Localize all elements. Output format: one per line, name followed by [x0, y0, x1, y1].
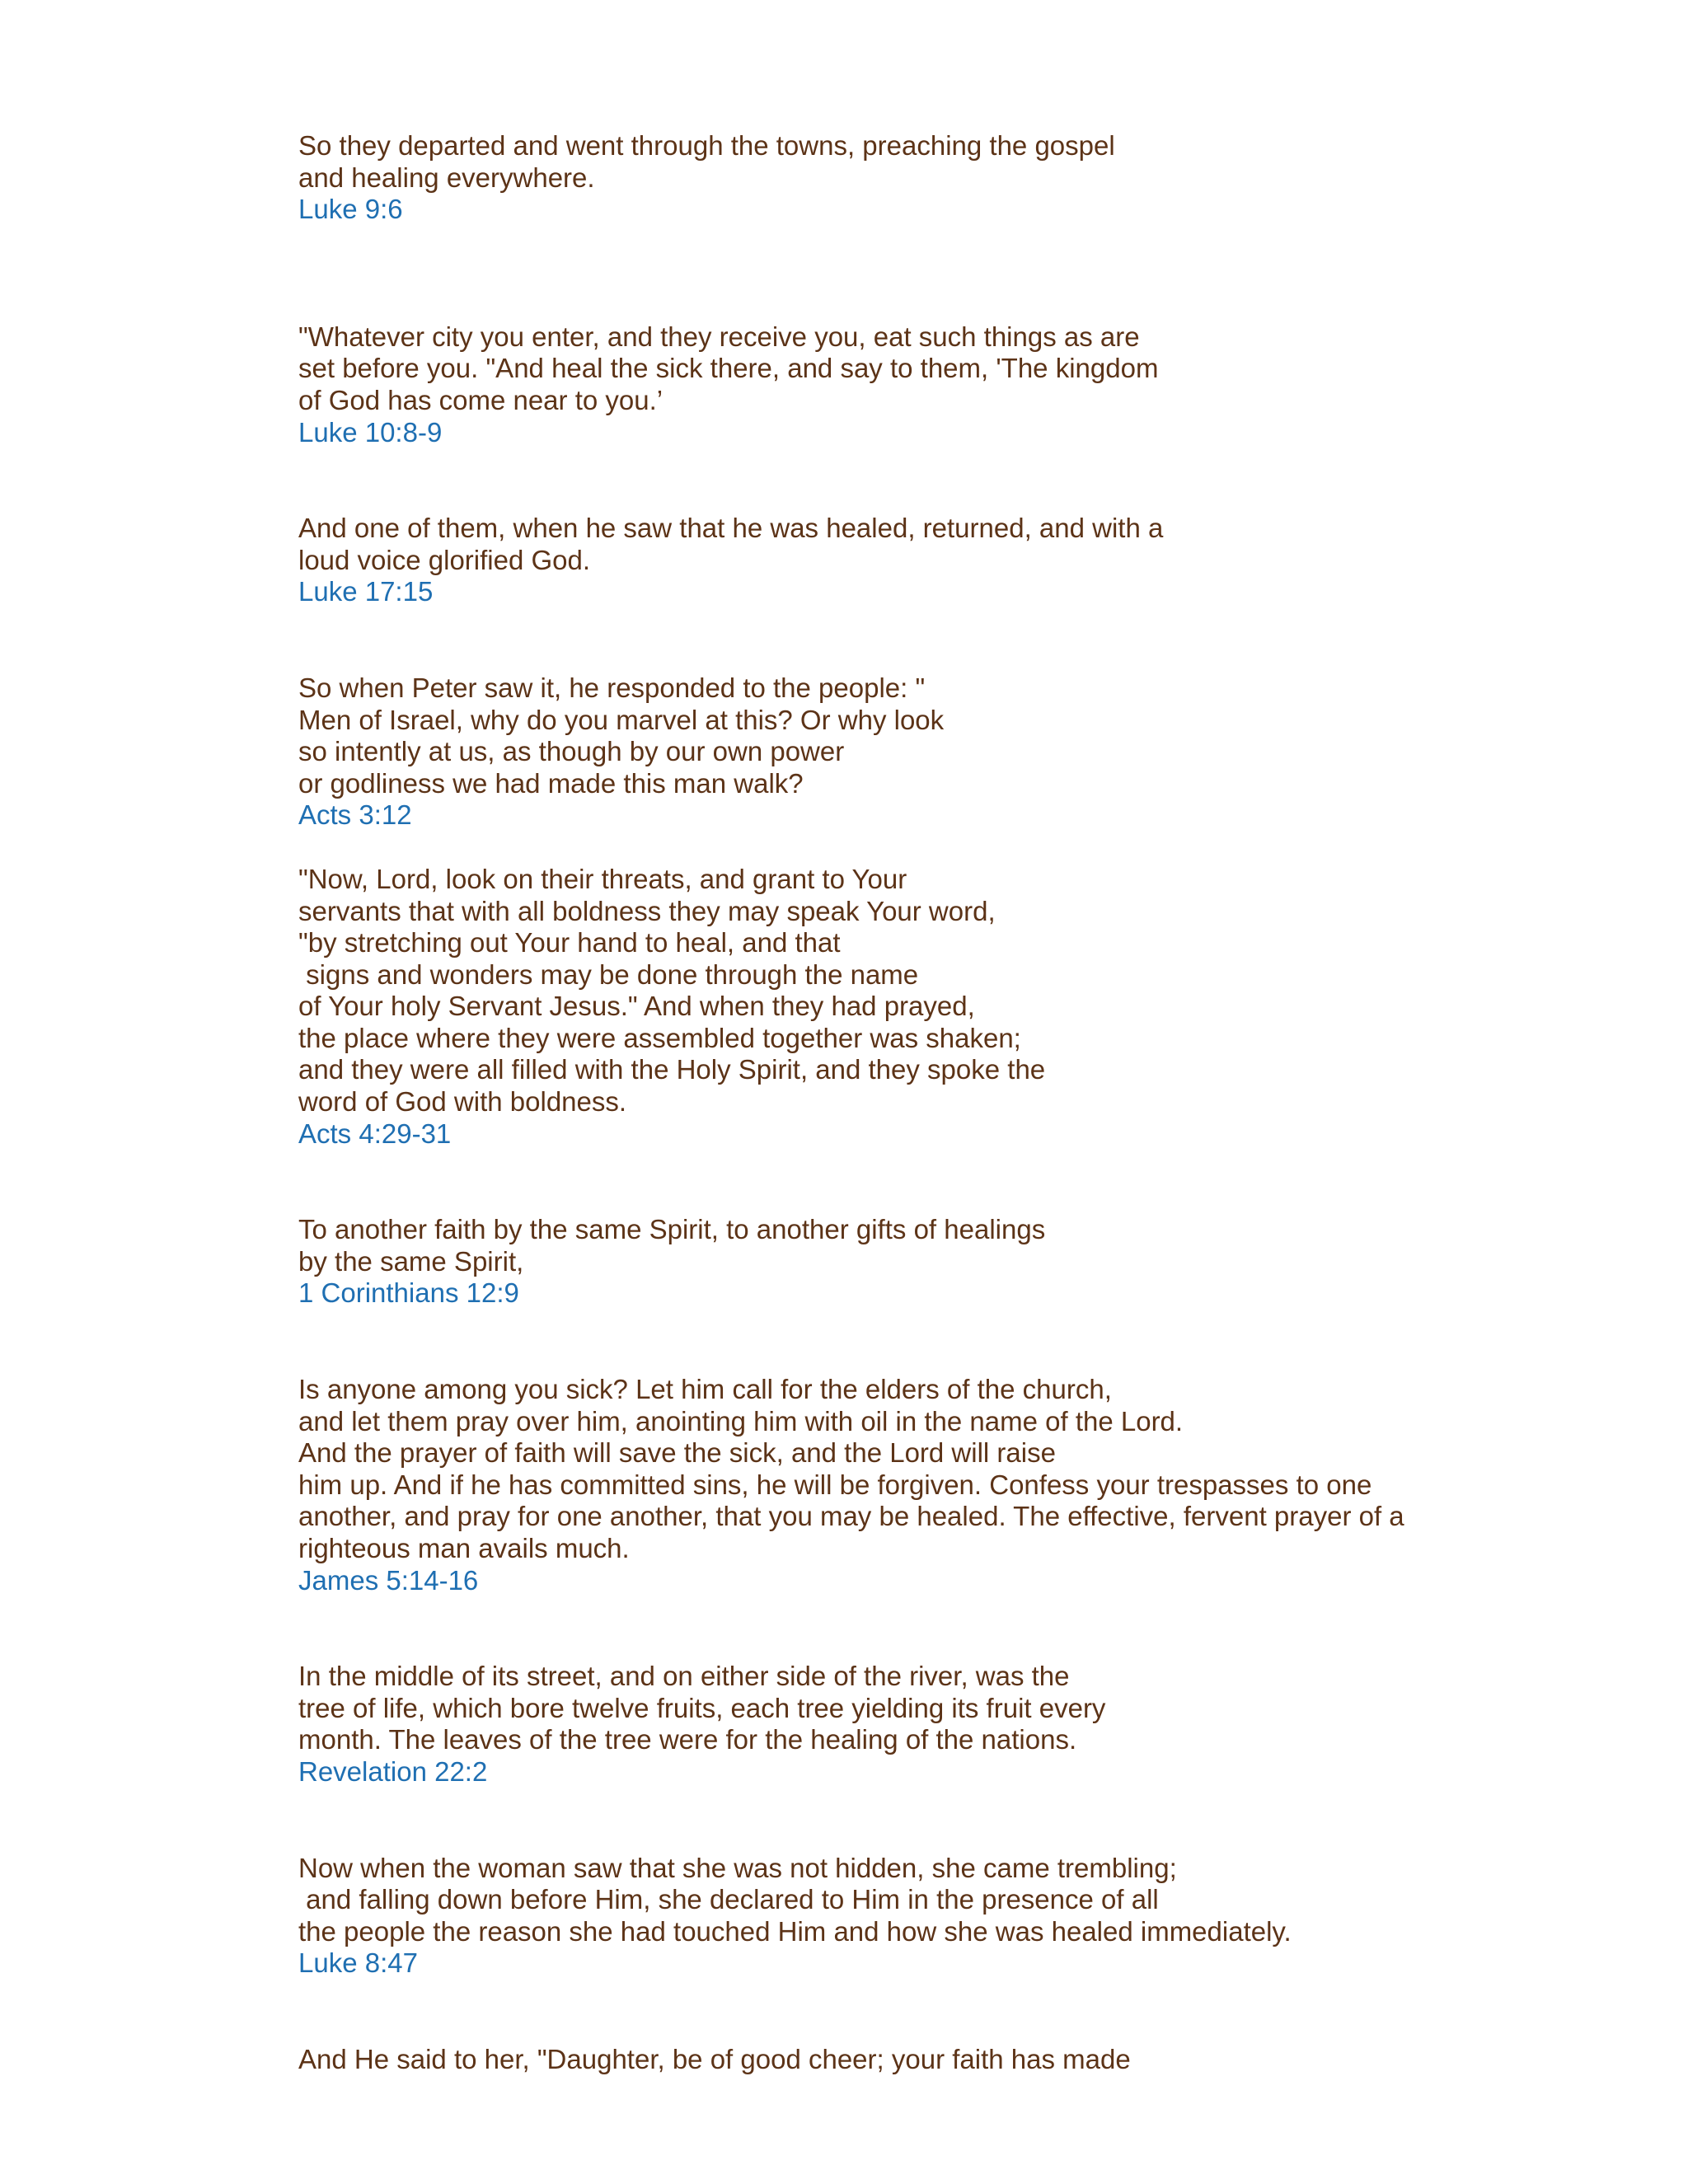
verse-line: "Now, Lord, look on their threats, and grant to Your	[298, 863, 907, 894]
verse-line: of Your holy Servant Jesus." And when they had prayed,	[298, 991, 975, 1022]
verse-reference: Luke 10:8-9	[298, 416, 443, 448]
verse-line: Is anyone among you sick? Let him call for the elders of the church,	[298, 1374, 1112, 1405]
verse-line: servants that with all boldness they may speak Your word,	[298, 895, 996, 926]
verse-line: And the prayer of faith will save the sick, and the Lord will raise	[298, 1437, 1056, 1469]
verse-line: loud voice glorified God.	[298, 544, 591, 575]
passage	[298, 864, 1535, 1150]
verse-line: him up. And if he has committed sins, he will be forgiven. Confess your trespasses to one	[298, 1469, 1372, 1500]
verse-reference: Luke 9:6	[298, 194, 403, 225]
document-page	[298, 130, 1535, 2076]
verse-reference: Revelation 22:2	[298, 1755, 488, 1787]
verse-line: word of God with boldness.	[298, 1086, 627, 1118]
verse-reference: James 5:14-16	[298, 1564, 479, 1596]
verse-line: the people the reason she had touched Him and how she was healed immediately.	[298, 1915, 1292, 1947]
passage	[298, 1853, 1535, 1980]
verse-line: Now when the woman saw that she was not hidden, she came trembling;	[298, 1852, 1177, 1883]
verse-reference: Luke 17:15	[298, 576, 434, 607]
verse-line: To another faith by the same Spirit, to another gifts of healings	[298, 1214, 1046, 1245]
passage	[298, 1661, 1535, 1788]
verse-line: set before you. "And heal the sick there, and say to them, 'The kingdom	[298, 353, 1159, 384]
verse-reference: Acts 4:29-31	[298, 1118, 452, 1149]
verse-line: In the middle of its street, and on either side of the river, was the	[298, 1661, 1070, 1692]
verse-line: another, and pray for one another, that you may be healed. The effective, fervent prayer of a	[298, 1501, 1404, 1532]
verse-line: the place where they were assembled together was shaken;	[298, 1022, 1021, 1053]
passage	[298, 1214, 1535, 1310]
verse-line: or godliness we had made this man walk?	[298, 767, 804, 799]
verse-line: and healing everywhere.	[298, 162, 595, 193]
verse-line: signs and wonders may be done through the name	[298, 958, 919, 990]
verse-line: And He said to her, "Daughter, be of good cheer; your faith has made	[298, 2043, 1131, 2074]
verse-line: and let them pray over him, anointing him with oil in the name of the Lord.	[298, 1405, 1184, 1436]
passage	[298, 673, 1535, 832]
verse-reference: Luke 8:47	[298, 1947, 418, 1979]
passage	[298, 2044, 1535, 2076]
verse-line: tree of life, which bore twelve fruits, each tree yielding its fruit every	[298, 1692, 1106, 1723]
verse-line: Men of Israel, why do you marvel at this? Or why look	[298, 704, 945, 735]
verse-line: "Whatever city you enter, and they receive you, eat such things as are	[298, 321, 1140, 352]
verse-line: and falling down before Him, she declared to Him in the presence of all	[298, 1884, 1159, 1915]
passage	[298, 321, 1535, 448]
verse-reference: 1 Corinthians 12:9	[298, 1277, 519, 1309]
verse-line: righteous man avails much.	[298, 1533, 630, 1563]
verse-line: And one of them, when he saw that he was healed, returned, and with a	[298, 513, 1164, 544]
verse-line: and they were all filled with the Holy Spirit, and they spoke the	[298, 1054, 1046, 1085]
passage	[298, 1374, 1535, 1596]
passage	[298, 130, 1535, 226]
verse-line: by the same Spirit,	[298, 1245, 524, 1277]
verse-line: of God has come near to you.’	[298, 384, 663, 415]
verse-line: "by stretching out Your hand to heal, and that	[298, 927, 841, 958]
verse-reference: Acts 3:12	[298, 799, 412, 831]
verse-line: So when Peter saw it, he responded to the people: "	[298, 672, 926, 703]
verse-line: so intently at us, as though by our own power	[298, 736, 845, 767]
verse-line: So they departed and went through the towns, preaching the gospel	[298, 130, 1115, 161]
verse-line: month. The leaves of the tree were for the healing of the nations.	[298, 1724, 1077, 1755]
passage	[298, 513, 1535, 608]
